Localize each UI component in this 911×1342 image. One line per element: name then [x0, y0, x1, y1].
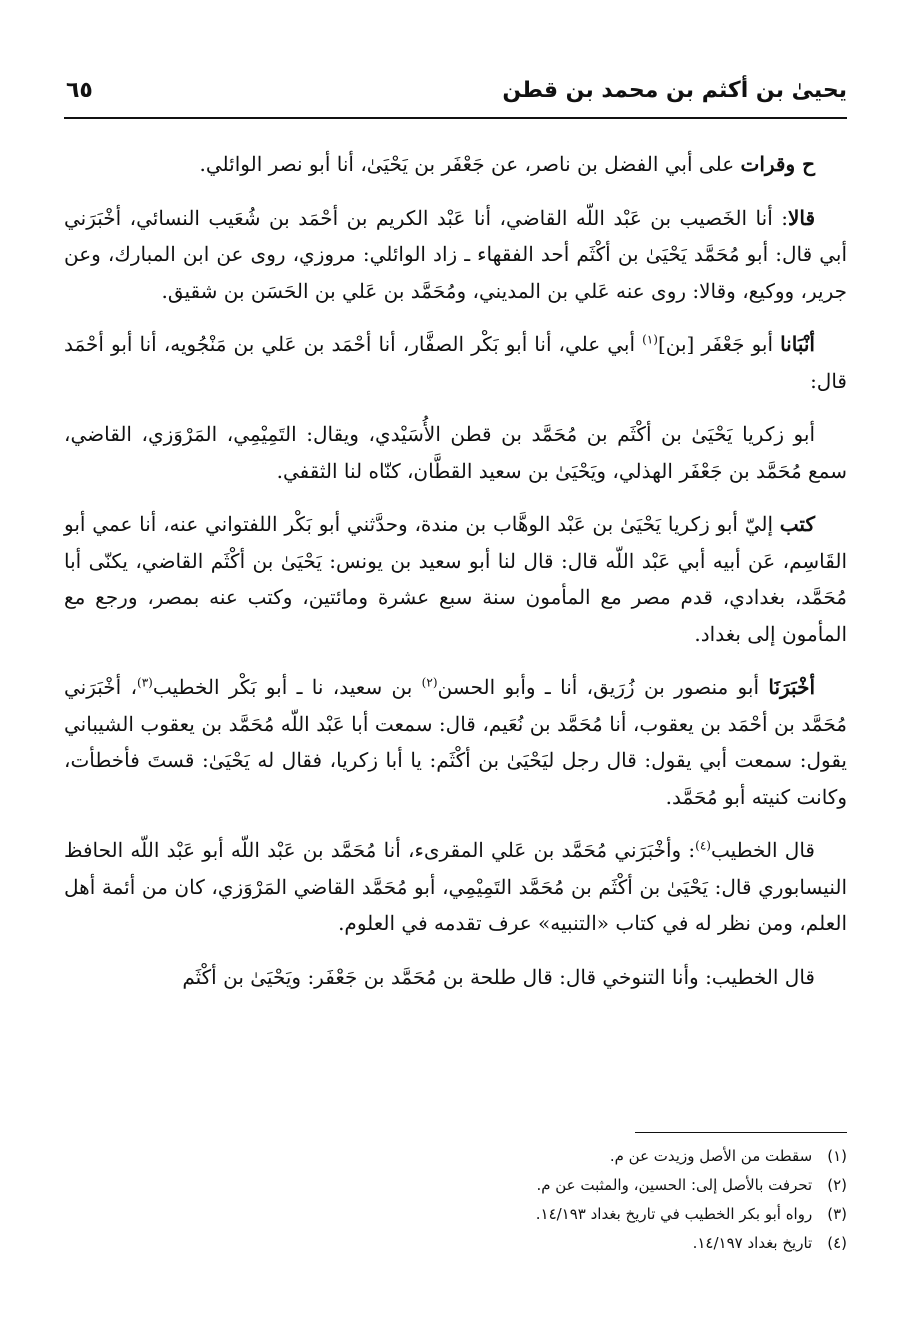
- footnote-ref[interactable]: (٣): [137, 675, 153, 690]
- paragraph-text: : أنا الخَصيب بن عَبْد اللّه القاضي، أنا عَبْد الكريم بن أحْمَد بن شُعَيب النسائي، أخْبَرَني أبي قال: أبو مُحَمَّد يَحْيَىٰ بن أكْثَم أحد الفقهاء ـ زاد الوائلي: مروزي، روى عن ابن المبارك، وعن جرير، ووكيع، وقالا: روى عنه عَلي بن المديني، ومُحَمَّد بن عَلي بن الحَسَن بن شقيق.: [64, 205, 847, 303]
- paragraph-lead: قالا: [787, 205, 815, 230]
- footnotes: [64, 1142, 847, 1258]
- footnote: [64, 1200, 847, 1229]
- paragraph-lead: أخْبَرَنَا: [768, 675, 816, 699]
- paragraph: [64, 506, 847, 652]
- paragraph: [64, 832, 847, 942]
- paragraph-text: بن سعيد، نا ـ أبو بَكْر الخطيب: [152, 675, 422, 699]
- footnote-text: تحرفت بالأصل إلى: الحسين، والمثبت عن م.: [536, 1176, 813, 1194]
- paragraph-text: أبو جَعْفَر [بن]: [657, 332, 781, 356]
- running-header: [64, 72, 847, 112]
- footnote-number: (٢): [827, 1176, 847, 1194]
- paragraph: [64, 416, 847, 489]
- footnote-text: سقطت من الأصل وزيدت عن م.: [609, 1147, 813, 1165]
- paragraph-text: ، أخْبَرَني مُحَمَّد بن أحْمَد بن يعقوب، أنا مُحَمَّد بن نُعَيم، قال: سمعت أبا عَبْد اللّه مُحَمَّد بن يعقوب الشيباني يقول: سمعت أبي يقول: قال رجل ليَحْيَىٰ بن أكْثَم: يا أبا زكريا، فقال له يَحْيَىٰ: قستَ فأخطأت، وكانت كنيته أبو مُحَمَّد.: [64, 675, 847, 809]
- paragraph: [64, 200, 847, 310]
- paragraph-text: أبو منصور بن زُرَيق، أنا ـ وأبو الحسن: [437, 675, 769, 699]
- paragraph: [64, 959, 847, 996]
- paragraph-lead: أنْبَانا: [780, 332, 815, 356]
- paragraph-lead: ح وقرات: [740, 152, 815, 176]
- paragraph-text: إليّ أبو زكريا يَحْيَىٰ بن عَبْد الوهَّاب بن مندة، وحدَّثني أبو بَكْر اللفتواني عنه، أنا عمي أبو القَاسِم، عَن أبيه أبي عَبْد اللّه قال: قال لنا أبو سعيد بن يونس: يَحْيَىٰ بن أكْثَم القاضي، يكنّى أبا مُحَمَّد، بغدادي، قدم مصر مع المأمون سنة سبع عشرة ومائتين، وكتب عنه بمصر، ورجع مع المأمون إلى بغداد.: [64, 512, 847, 646]
- header-rule: [64, 117, 847, 119]
- footnote-ref[interactable]: (٤): [695, 838, 711, 853]
- paragraph-text: : وأخْبَرَني مُحَمَّد بن عَلي المقرىء، أنا مُحَمَّد بن عَبْد اللّه أبو عَبْد اللّه الحافظ النيسابوري قال: يَحْيَىٰ بن أكْثَم بن مُحَمَّد التَمِيْمِي، أبو مُحَمَّد القاضي المَرْوَزي، كان من أئمة أهل العلم، ومن نظر له في كتاب «التنبيه» عرف تقدمه في العلوم.: [64, 838, 847, 935]
- paragraph: [64, 146, 847, 183]
- paragraph-text: قال الخطيب: [710, 838, 815, 862]
- footnote-number: (٣): [827, 1205, 847, 1223]
- paragraph-text: أبو زكريا يَحْيَىٰ بن أكْثَم بن مُحَمَّد بن قطن الأُسَيْدي، ويقال: التَمِيْمِي، المَرْوَزي، القاضي، سمع مُحَمَّد بن جَعْفَر الهذلي، ويَحْيَىٰ بن سعيد القطَّان، كنّاه لنا الثقفي.: [64, 422, 847, 483]
- page-number: ٦٥: [66, 78, 93, 103]
- main-text: [64, 146, 847, 1012]
- paragraph-text: على أبي الفضل بن ناصر، عن جَعْفَر بن يَحْيَىٰ، أنا أبو نصر الوائلي.: [199, 152, 741, 176]
- footnote-number: (٤): [827, 1234, 847, 1252]
- paragraph: [64, 326, 847, 399]
- footnote: [64, 1229, 847, 1258]
- footnote-number: (١): [827, 1147, 847, 1165]
- footnote: [64, 1142, 847, 1171]
- paragraph-text: قال الخطيب: وأنا التنوخي قال: قال طلحة بن مُحَمَّد بن جَعْفَر: ويَحْيَىٰ بن أكْثَم: [182, 964, 815, 989]
- footnote-rule: [635, 1132, 847, 1133]
- running-title: يحيىٰ بن أكثم بن محمد بن قطن: [502, 78, 847, 103]
- paragraph-text: أبي علي، أنا أبو بَكْر الصفَّار، أنا أحْمَد بن عَلي بن مَنْجُويه، أنا أبو أحْمَد قال:: [64, 332, 847, 393]
- footnote-ref[interactable]: (١): [642, 332, 658, 347]
- paragraph: [64, 669, 847, 815]
- footnote-ref[interactable]: (٢): [421, 675, 438, 690]
- footnote-text: رواه أبو بكر الخطيب في تاريخ بغداد ١٤/١٩٣.: [535, 1205, 813, 1223]
- paragraph-lead: كتب: [779, 512, 815, 536]
- footnote-text: تاريخ بغداد ١٤/١٩٧.: [692, 1234, 813, 1252]
- footnote: [64, 1171, 847, 1200]
